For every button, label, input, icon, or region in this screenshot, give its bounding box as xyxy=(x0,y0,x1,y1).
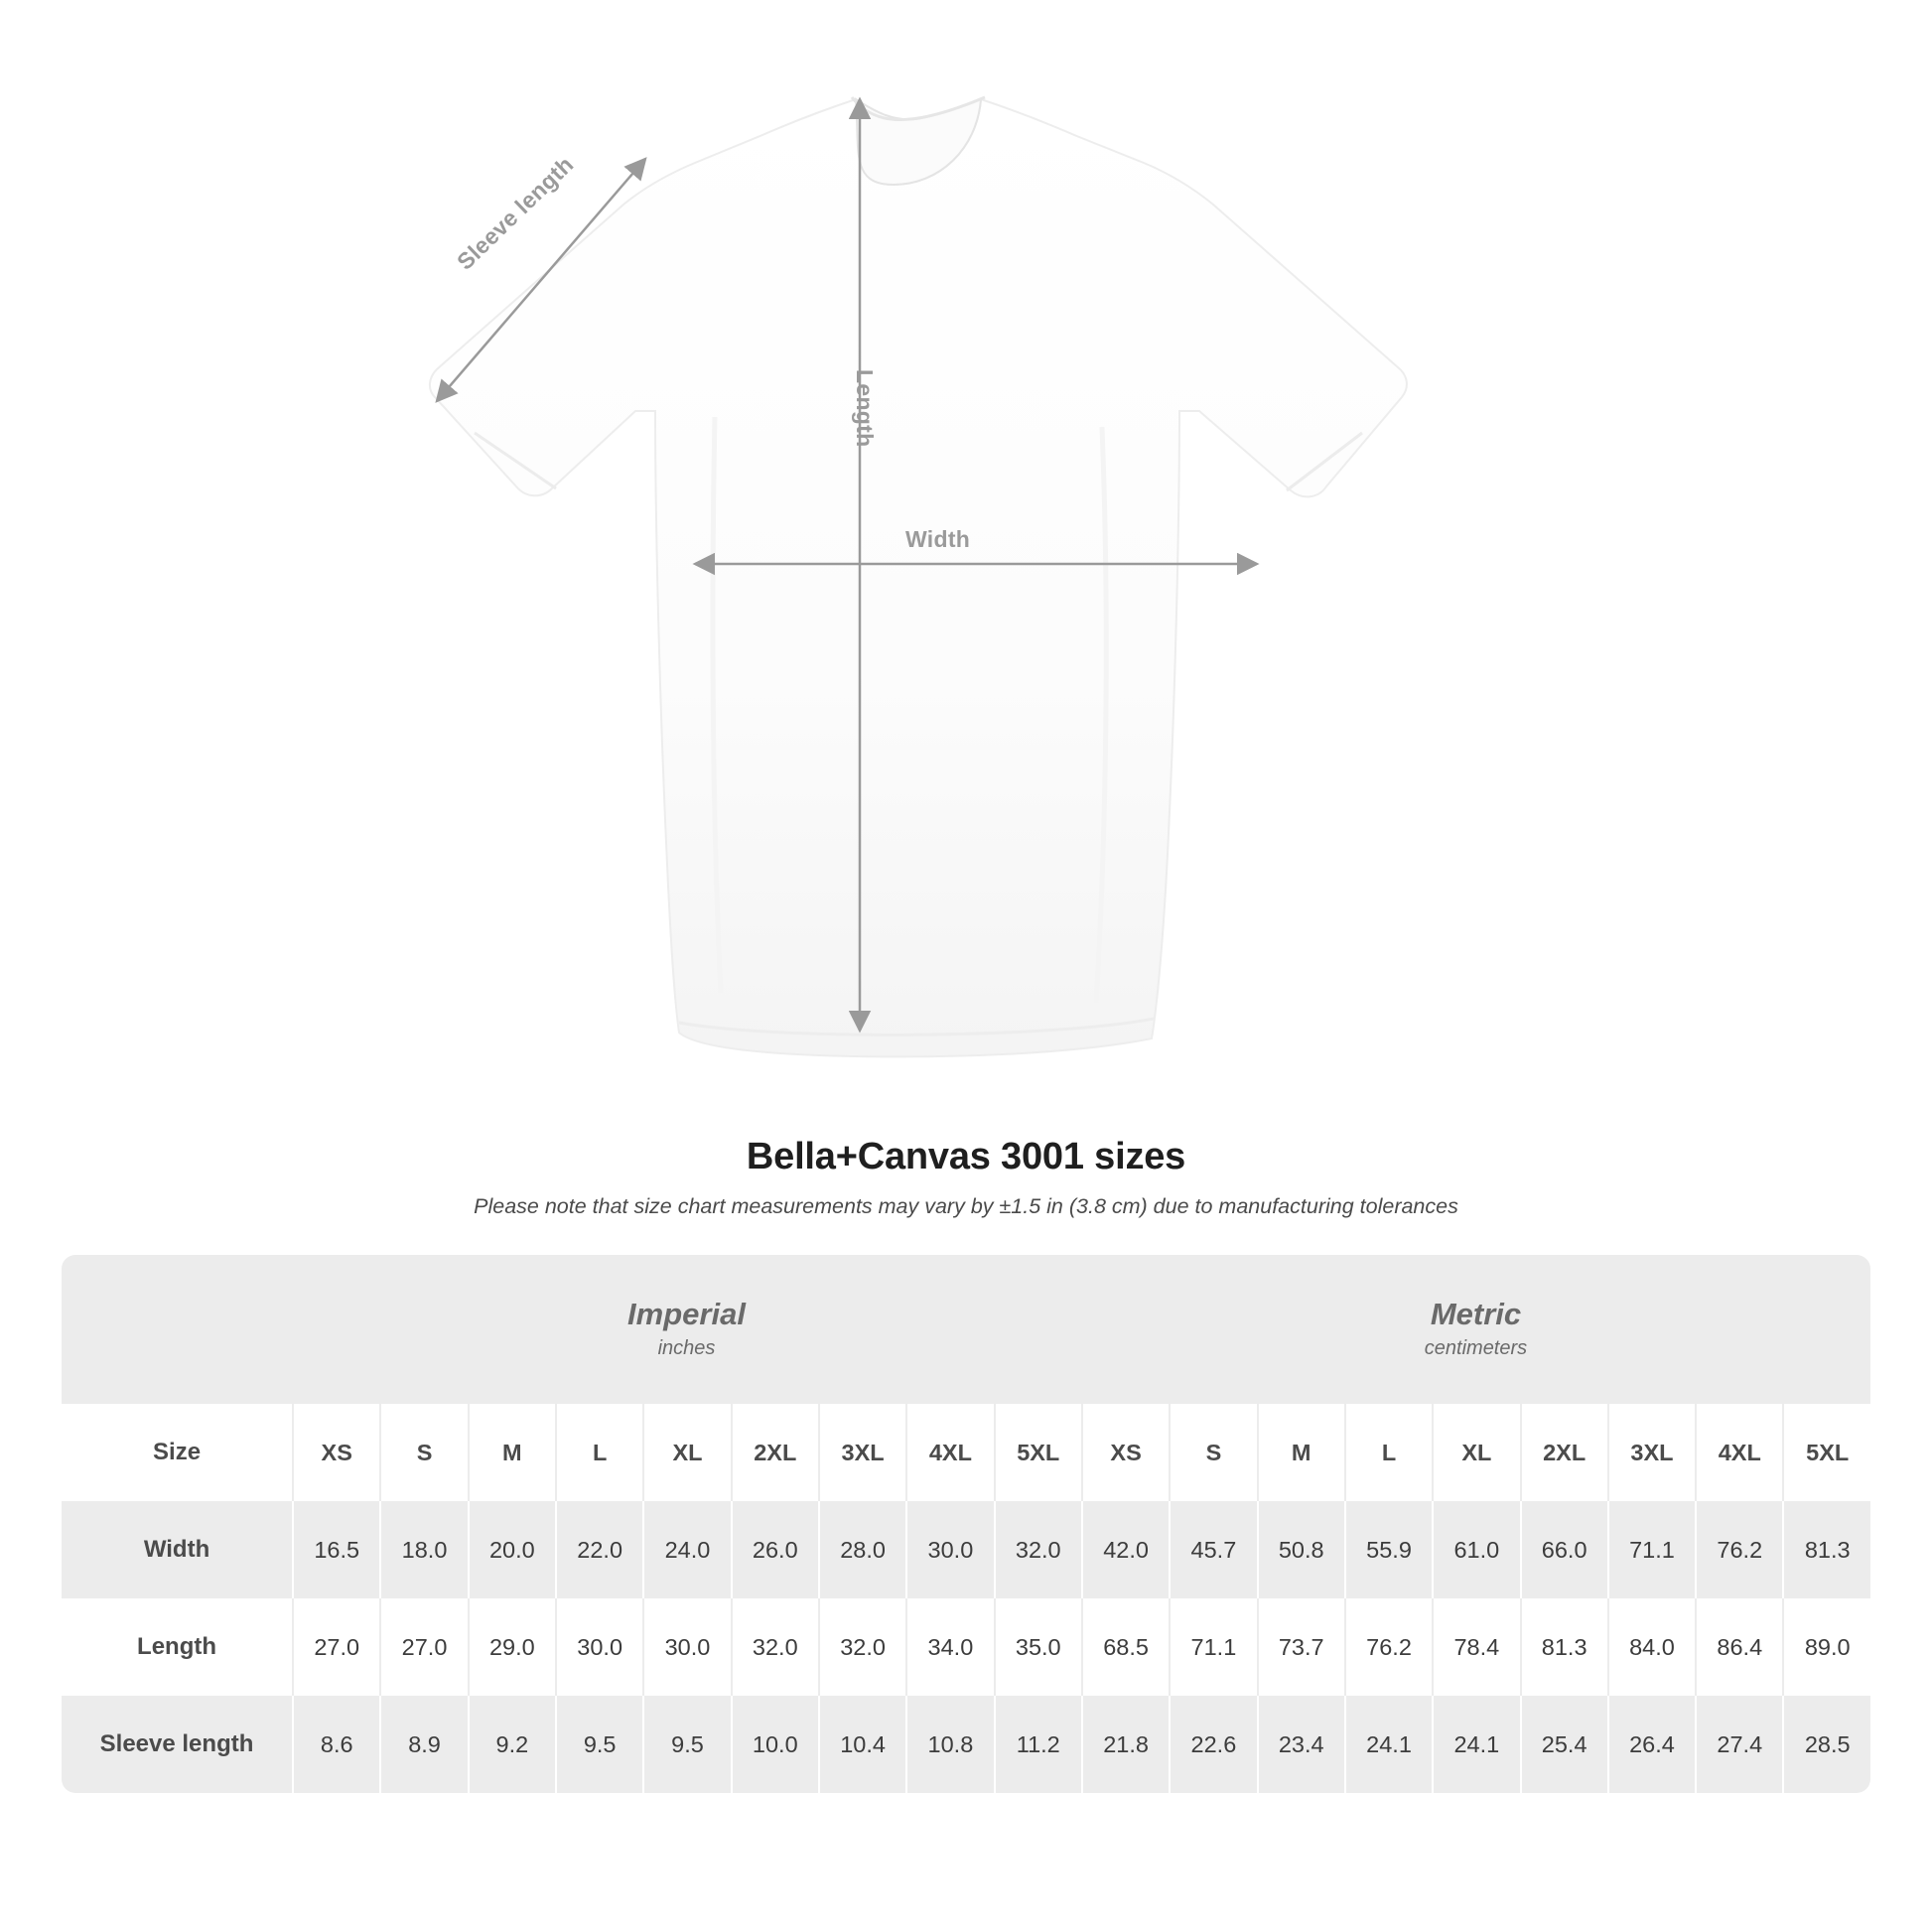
cell-width: 61.0 xyxy=(1432,1501,1519,1598)
size-header-cell: S xyxy=(379,1404,467,1501)
cell-width: 76.2 xyxy=(1695,1501,1782,1598)
table-row xyxy=(62,1696,1870,1793)
cell-sleeve-length: 23.4 xyxy=(1257,1696,1344,1793)
unit-group-metric-name: Metric xyxy=(1430,1296,1522,1331)
cell-sleeve-length: 27.4 xyxy=(1695,1696,1782,1793)
size-header-cell: M xyxy=(1257,1404,1344,1501)
cell-width: 18.0 xyxy=(379,1501,467,1598)
size-header-cell: M xyxy=(468,1404,555,1501)
cell-width: 81.3 xyxy=(1782,1501,1870,1598)
size-header-cell: 3XL xyxy=(818,1404,905,1501)
cell-length: 27.0 xyxy=(292,1598,379,1696)
unit-header-spacer xyxy=(62,1255,292,1404)
cell-width: 26.0 xyxy=(731,1501,818,1598)
cell-sleeve-length: 25.4 xyxy=(1520,1696,1607,1793)
size-header-cell: 2XL xyxy=(731,1404,818,1501)
cell-length: 76.2 xyxy=(1344,1598,1432,1696)
width-label: Width xyxy=(905,526,971,552)
cell-length: 29.0 xyxy=(468,1598,555,1696)
cell-length: 89.0 xyxy=(1782,1598,1870,1696)
size-header-cell: 4XL xyxy=(1695,1404,1782,1501)
size-header-cell: L xyxy=(555,1404,642,1501)
cell-width: 24.0 xyxy=(642,1501,730,1598)
cell-width: 50.8 xyxy=(1257,1501,1344,1598)
cell-width: 30.0 xyxy=(905,1501,993,1598)
cell-sleeve-length: 24.1 xyxy=(1432,1696,1519,1793)
sleeve-length-label: Sleeve length xyxy=(452,151,579,275)
cell-length: 34.0 xyxy=(905,1598,993,1696)
length-label: Length xyxy=(852,369,878,448)
cell-width: 28.0 xyxy=(818,1501,905,1598)
cell-sleeve-length: 24.1 xyxy=(1344,1696,1432,1793)
unit-group-imperial-name: Imperial xyxy=(627,1296,746,1331)
cell-sleeve-length: 8.9 xyxy=(379,1696,467,1793)
cell-width: 71.1 xyxy=(1607,1501,1695,1598)
cell-length: 32.0 xyxy=(818,1598,905,1696)
cell-width: 32.0 xyxy=(994,1501,1081,1598)
size-header-cell: 5XL xyxy=(994,1404,1081,1501)
cell-sleeve-length: 8.6 xyxy=(292,1696,379,1793)
cell-sleeve-length: 10.0 xyxy=(731,1696,818,1793)
size-table-wrapper xyxy=(62,1255,1870,1793)
title-block xyxy=(0,1136,1932,1219)
page-title: Bella+Canvas 3001 sizes xyxy=(746,1136,1186,1177)
cell-width: 22.0 xyxy=(555,1501,642,1598)
cell-width: 42.0 xyxy=(1081,1501,1169,1598)
cell-sleeve-length: 10.8 xyxy=(905,1696,993,1793)
size-header-cell: XL xyxy=(1432,1404,1519,1501)
size-header-row xyxy=(62,1404,1870,1501)
cell-length: 73.7 xyxy=(1257,1598,1344,1696)
cell-length: 71.1 xyxy=(1169,1598,1256,1696)
cell-sleeve-length: 9.2 xyxy=(468,1696,555,1793)
cell-length: 35.0 xyxy=(994,1598,1081,1696)
size-header-cell: 5XL xyxy=(1782,1404,1870,1501)
cell-length: 78.4 xyxy=(1432,1598,1519,1696)
cell-width: 55.9 xyxy=(1344,1501,1432,1598)
cell-sleeve-length: 11.2 xyxy=(994,1696,1081,1793)
size-header-cell: 2XL xyxy=(1520,1404,1607,1501)
size-header-cell: XS xyxy=(1081,1404,1169,1501)
cell-length: 30.0 xyxy=(642,1598,730,1696)
tolerance-note: Please note that size chart measurements may vary by ±1.5 in (3.8 cm) due to manufacturing tolerances xyxy=(474,1194,1458,1218)
size-header-cell: 3XL xyxy=(1607,1404,1695,1501)
unit-group-imperial-sub: inches xyxy=(657,1337,716,1360)
cell-sleeve-length: 9.5 xyxy=(642,1696,730,1793)
table-row xyxy=(62,1598,1870,1696)
table-row xyxy=(62,1501,1870,1598)
cell-length: 86.4 xyxy=(1695,1598,1782,1696)
unit-group-metric xyxy=(1081,1255,1870,1404)
row-label-width: Width xyxy=(62,1501,292,1598)
row-label-sleeve-length: Sleeve length xyxy=(62,1696,292,1793)
size-header-cell: XL xyxy=(642,1404,730,1501)
size-header-cell: 4XL xyxy=(905,1404,993,1501)
cell-sleeve-length: 21.8 xyxy=(1081,1696,1169,1793)
size-table xyxy=(62,1255,1870,1793)
cell-sleeve-length: 22.6 xyxy=(1169,1696,1256,1793)
unit-header-row xyxy=(62,1255,1870,1404)
cell-width: 20.0 xyxy=(468,1501,555,1598)
row-label-length: Length xyxy=(62,1598,292,1696)
cell-length: 84.0 xyxy=(1607,1598,1695,1696)
cell-length: 27.0 xyxy=(379,1598,467,1696)
size-header-cell: S xyxy=(1169,1404,1256,1501)
size-header-cell: L xyxy=(1344,1404,1432,1501)
cell-sleeve-length: 28.5 xyxy=(1782,1696,1870,1793)
cell-width: 66.0 xyxy=(1520,1501,1607,1598)
cell-length: 68.5 xyxy=(1081,1598,1169,1696)
tshirt-shape xyxy=(430,97,1407,1056)
cell-width: 16.5 xyxy=(292,1501,379,1598)
cell-width: 45.7 xyxy=(1169,1501,1256,1598)
cell-length: 30.0 xyxy=(555,1598,642,1696)
cell-sleeve-length: 10.4 xyxy=(818,1696,905,1793)
size-header-label: Size xyxy=(62,1404,292,1501)
cell-sleeve-length: 9.5 xyxy=(555,1696,642,1793)
size-header-cell: XS xyxy=(292,1404,379,1501)
unit-group-imperial xyxy=(292,1255,1081,1404)
unit-group-metric-sub: centimeters xyxy=(1424,1337,1528,1360)
cell-sleeve-length: 26.4 xyxy=(1607,1696,1695,1793)
cell-length: 32.0 xyxy=(731,1598,818,1696)
cell-length: 81.3 xyxy=(1520,1598,1607,1696)
